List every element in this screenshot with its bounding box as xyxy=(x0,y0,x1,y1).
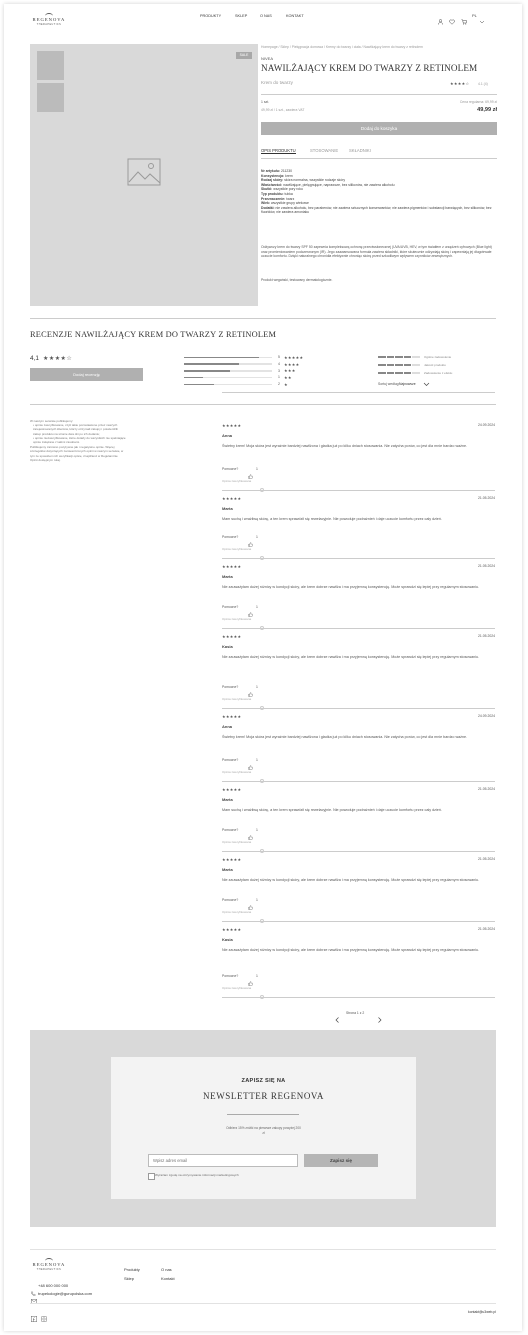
review-item xyxy=(222,423,495,496)
review-author: Marta xyxy=(222,506,233,511)
logo-text: REGENOVA xyxy=(32,17,66,22)
review-divider xyxy=(222,997,495,998)
rating-attribute-segment xyxy=(412,364,420,366)
divider xyxy=(30,1303,496,1304)
sort-label: Sortuj według: xyxy=(378,382,400,386)
spec-label: Wiek: xyxy=(261,201,271,206)
cart-icon[interactable] xyxy=(461,12,467,18)
info-icon[interactable] xyxy=(260,479,264,497)
helpful-label: Pomocne? xyxy=(222,685,239,689)
rating-attribute-segment xyxy=(395,372,403,374)
nav-o-nas[interactable]: O NAS xyxy=(260,14,272,18)
sale-badge: SALE xyxy=(236,52,252,59)
review-stars: ★★★★★ xyxy=(222,564,242,569)
breadcrumb[interactable]: Homepage / Sklep / Pielęgnacja domowa / Kremy do twarzy i ciała / Nawilżający krem do twarzy z retinolem xyxy=(261,45,423,49)
footer-phone[interactable]: +48 600 000 000 xyxy=(38,1283,69,1288)
review-divider xyxy=(222,781,495,782)
spec-label: Dodatki: xyxy=(261,205,275,210)
helpful-label: Pomocne? xyxy=(222,974,239,978)
spec-value: twarz xyxy=(286,196,295,201)
review-stars: ★★★★★ xyxy=(222,634,242,639)
rating-bar-count: 1 xyxy=(278,375,280,380)
review-author: Kasia xyxy=(222,644,233,649)
helpful-count: 1 xyxy=(256,467,258,471)
logo-subtext: THERAPEUTICS xyxy=(36,1268,62,1271)
instagram-icon[interactable] xyxy=(41,1309,47,1327)
chevron-down-icon xyxy=(423,382,430,389)
review-date: 21.05.2024 xyxy=(478,634,495,638)
review-text: Nie zauważyłam dużej różnicy w kondycji skóry, ale krem dobrze nawilża i ma przyjemną konsystencję. Może sprawdzi się lepiej przy regularnym stosowaniu. xyxy=(222,948,480,952)
review-item xyxy=(222,927,495,1003)
product-title: NAWILŻAJĄCY KREM DO TWARZY Z RETINOLEM xyxy=(261,63,478,73)
review-date: 21.05.2024 xyxy=(478,564,495,568)
product-rating-stars: ★★★★☆ xyxy=(450,81,470,86)
spec-value: tubka xyxy=(284,191,293,196)
rating-bar-fill xyxy=(184,363,239,364)
rating-bar-count: 2 xyxy=(278,382,280,387)
footer-link-o-nas[interactable]: O nas xyxy=(161,1267,172,1272)
info-icon[interactable] xyxy=(260,547,264,565)
verified-label: Opinia zweryfikowana xyxy=(222,547,252,551)
unit-price: 49,99 zł / 1 szt., zawiera VAT xyxy=(261,108,305,112)
rating-attribute-segment xyxy=(412,372,420,374)
review-author: Marta xyxy=(222,574,233,579)
spec-label: Nr artykułu: xyxy=(261,169,281,173)
rating-attribute-segment xyxy=(378,356,386,358)
review-text: Nie zauważyłam dużej różnicy w kondycji skóry, ale krem dobrze nawilża i ma przyjemną konsystencję. Może sprawdzi się lepiej przy regularnym stosowaniu. xyxy=(222,878,480,882)
newsletter-note: Odbierz 15% zniżki na pierwsze zakupy powyżej 200 zł xyxy=(226,1126,301,1135)
review-text: Mam suchą i wrażliwą skórę, a ten krem sprawdził się rewelacyjnie. Nie powoduje podrażnień i daje uczucie komfortu przez cały dzień. xyxy=(222,808,442,812)
rating-bar-stars: ★★★★ xyxy=(284,361,300,367)
footer-email[interactable]: trupekologie@gurupolska.com xyxy=(38,1291,93,1296)
product-subtitle: Krem do twarzy xyxy=(261,80,293,85)
verified-label: Opinia zweryfikowana xyxy=(222,770,252,774)
review-item xyxy=(222,857,495,927)
helpful-label: Pomocne? xyxy=(222,535,239,539)
helpful-count: 1 xyxy=(256,758,258,762)
review-divider xyxy=(222,490,495,491)
rating-attribute-segment xyxy=(412,356,420,358)
newsletter-heading-1: ZAPISZ SIĘ NA xyxy=(241,1078,286,1084)
gallery-thumbnail[interactable] xyxy=(37,51,64,80)
rating-attribute-segment xyxy=(387,372,395,374)
product-price: 49,99 zł xyxy=(477,107,497,113)
divider xyxy=(222,392,495,393)
info-icon[interactable] xyxy=(260,840,264,858)
newsletter-submit-button[interactable]: Zapisz się xyxy=(304,1154,378,1167)
rating-attribute-label: Ogólne zadowolenie xyxy=(424,355,452,359)
review-author: Anna xyxy=(222,724,232,729)
helpful-count: 1 xyxy=(256,685,258,689)
reviews-average: 4,1 xyxy=(30,355,39,362)
rating-attribute-label: Zadowolenie z efektu xyxy=(424,371,453,375)
nav-sklep[interactable]: SKLEP xyxy=(235,14,248,18)
tab-stosowanie[interactable]: STOSOWANIE xyxy=(310,148,339,153)
mail-icon xyxy=(31,1291,37,1309)
reviews-heading: RECENZJE NAWILŻAJĄCY KREM DO TWARZY Z RETINOLEM xyxy=(30,330,277,339)
rating-attribute-segment xyxy=(395,364,403,366)
facebook-icon[interactable] xyxy=(31,1309,37,1327)
review-divider xyxy=(222,708,495,709)
add-to-cart-button[interactable]: Dodaj do koszyka xyxy=(261,122,497,135)
spec-label: Właściwości: xyxy=(261,182,283,187)
rating-attribute-segment xyxy=(378,372,386,374)
spec-value: krem xyxy=(285,173,293,178)
info-icon[interactable] xyxy=(260,617,264,635)
spec-value: wszystkie pory roku xyxy=(273,187,303,192)
helpful-count: 1 xyxy=(256,898,258,902)
add-review-button[interactable]: Dodaj recenzję xyxy=(30,368,143,381)
review-text: Świetny krem! Moja skóra jest wyraźnie bardziej nawilżona i gładka już po kilku dniach stosowania. Nie zatycha porów, co jest dla mnie bardzo ważne. xyxy=(222,444,468,448)
rating-attribute-segment xyxy=(404,364,412,366)
disclaimer-outro: Publikujemy zarówno pozytywne jak i negatywne opinie. Więcej szczegółów dotyczących zamieszczonych opinii w naszym serwisie, w tym ze sposobem ich weryfikacji opisie, znajdziesz w Regulaminie Opinii dostępnym tutaj. xyxy=(30,445,124,462)
helpful-label: Pomocne? xyxy=(222,605,239,609)
spec-label: Rodzaj skóry: xyxy=(261,178,284,183)
divider xyxy=(261,94,497,95)
divider xyxy=(227,1114,299,1115)
product-rating-text[interactable]: 4.1 (4) xyxy=(478,82,488,86)
user-icon[interactable] xyxy=(438,12,443,18)
review-stars: ★★★★★ xyxy=(222,714,242,719)
spec-value: nie zawiera alkoholu, bez parabenów, nie zawiera sztucznych konserwantów, nie zawiera pigmentów i substancji barwiących, bez silikonów, bez fluoridów, nie zawiera amoniaku xyxy=(261,205,492,215)
review-stars: ★★★★★ xyxy=(222,927,242,932)
product-brand[interactable]: NIVEA xyxy=(261,56,274,61)
rating-attribute-segment xyxy=(404,372,412,374)
reviews-average-stars: ★★★★☆ xyxy=(43,355,73,362)
review-item xyxy=(222,634,495,714)
product-description: Odżywczy krem do twarzy SPF 50 zapewnia kompleksową ochronę przeciwsłonecznej (UVA/UVB, HEV, w tym światłem z urządzeń cyfrowych (Blue light) oraz promieniowaniem podczerwonym (IR). Jego zaawansowana formuła zawiera składniki, które skutecznie odżywiają skórę i zapewniają jej długotrwałe uczucie komfortu. Dzięki naturalnego chronidła efektywnie chroniąc skórę przed szkodliwym wpływem czynników zewnętrznych. xyxy=(261,245,492,259)
rating-attribute-segment xyxy=(395,356,403,358)
review-text: Świetny krem! Moja skóra jest wyraźnie bardziej nawilżona i gładka już po kilku dniach stosowania. Nie zatycha porów, co jest dla mnie bardzo ważne. xyxy=(222,735,468,739)
review-item xyxy=(222,714,495,787)
helpful-label: Pomocne? xyxy=(222,898,239,902)
review-item xyxy=(222,496,495,564)
disclaimer-intro: W naszym serwisie publikujemy: xyxy=(30,419,74,423)
disclaimer-item: • opinie zweryfikowane, czyli takie pozostawione przez naszych zarejestrowanych klientów, którzy otrzymali zakupy i potwierdzili zakup produktu na stronie dwa dni po ich dodaniu; xyxy=(33,423,118,436)
tab-opis-produktu[interactable]: OPIS PRODUKTU xyxy=(261,148,296,153)
product-description-note: Produkt wegański, testowany dermatologicznie. xyxy=(261,278,333,282)
rating-bar-count: 3 xyxy=(278,368,280,373)
section-divider xyxy=(30,318,496,319)
review-stars: ★★★★★ xyxy=(222,857,242,862)
review-date: 21.05.2024 xyxy=(478,496,495,500)
rating-bar-fill xyxy=(184,370,230,371)
info-icon[interactable] xyxy=(260,770,264,788)
spec-label: Typ produktu: xyxy=(261,191,284,196)
footer-link-produkty[interactable]: Produkty xyxy=(124,1267,140,1272)
tab-skladniki[interactable]: SKŁADNIKI xyxy=(349,148,371,153)
footer-credit[interactable]: kontakt@u3web.pl xyxy=(468,1310,496,1314)
review-stars: ★★★★★ xyxy=(222,496,242,501)
spec-value: wszystkie grupy wiekowe xyxy=(270,201,309,206)
chevron-down-icon[interactable] xyxy=(479,12,485,18)
sort-select[interactable] xyxy=(399,382,451,389)
rating-attribute-segment xyxy=(387,364,395,366)
review-date: 21.05.2024 xyxy=(478,787,495,791)
verified-label: Opinia zweryfikowana xyxy=(222,986,252,990)
spec-value: nawilżające, pielęgnujące, naprawcze, bez silikonów, nie zawiera alkoholu xyxy=(283,182,395,187)
nav-produkty[interactable]: PRODUKTY xyxy=(200,14,222,18)
verified-label: Opinia zweryfikowana xyxy=(222,617,252,621)
newsletter-email-input[interactable] xyxy=(148,1154,298,1167)
verified-label: Opinia zweryfikowana xyxy=(222,840,252,844)
review-divider xyxy=(222,558,495,559)
review-divider xyxy=(222,851,495,852)
rating-bar-stars: ★ xyxy=(284,381,288,387)
review-item xyxy=(222,564,495,634)
image-placeholder-icon xyxy=(127,158,161,186)
verified-label: Opinia zweryfikowana xyxy=(222,910,252,914)
review-stars: ★★★★★ xyxy=(222,787,242,792)
logo-text: REGENOVA xyxy=(32,1262,66,1267)
regular-price: Cena regularna: 69,99 zł xyxy=(459,100,497,104)
spec-value: 211230 xyxy=(280,169,293,173)
chevron-left-icon[interactable] xyxy=(335,1010,340,1028)
section-divider xyxy=(30,404,496,405)
disclaimer-item: • opinie niezweryfikowane, które dotarły do wszystkich nie spełniające opinie związane z takimi zasobami. xyxy=(33,435,126,444)
info-icon[interactable] xyxy=(260,986,264,1004)
helpful-count: 1 xyxy=(256,828,258,832)
helpful-count: 1 xyxy=(256,974,258,978)
review-date: 24.09.2024 xyxy=(478,423,495,427)
helpful-label: Pomocne? xyxy=(222,758,239,762)
rating-bar-count: 5 xyxy=(278,355,280,359)
pagination xyxy=(335,1010,385,1017)
newsletter-heading-2: NEWSLETTER REGENOVA xyxy=(203,1091,324,1101)
review-author: Anna xyxy=(222,433,232,438)
verified-label: Opinia zweryfikowana xyxy=(222,479,252,483)
rating-bar-fill xyxy=(184,377,203,378)
rating-bar-fill xyxy=(184,384,214,385)
rating-bar-stars: ★★ xyxy=(284,375,292,381)
rating-bar-stars: ★★★ xyxy=(284,368,296,374)
product-size: 1 szt. xyxy=(261,100,270,104)
helpful-count: 1 xyxy=(256,605,258,609)
spec-value: skóra normalna, wszystkie rodzaje skóry xyxy=(284,178,346,183)
rating-bar-fill xyxy=(184,357,259,358)
footer-link-kontakt[interactable]: Kontakt xyxy=(161,1276,175,1281)
rating-bar-stars: ★★★★★ xyxy=(284,354,304,360)
helpful-label: Pomocne? xyxy=(222,828,239,832)
review-divider xyxy=(222,628,495,629)
rating-attribute-label: Jakość produktu xyxy=(424,363,446,367)
rating-attribute-segment xyxy=(378,364,386,366)
review-text: Mam suchą i wrażliwą skórę, a ten krem sprawdził się rewelacyjnie. Nie powoduje podrażnień i daje uczucie komfortu przez cały dzień. xyxy=(222,517,442,521)
review-author: Marta xyxy=(222,797,233,802)
sort-value: Najnowsze xyxy=(399,382,416,386)
review-date: 21.05.2024 xyxy=(478,927,495,931)
review-stars: ★★★★★ xyxy=(222,423,242,428)
spec-label: Przeznaczenie: xyxy=(261,196,286,201)
chevron-right-icon[interactable] xyxy=(377,1010,382,1028)
review-item xyxy=(222,787,495,857)
divider xyxy=(261,158,497,159)
consent-checkbox[interactable] xyxy=(148,1173,155,1180)
header-icons xyxy=(438,12,498,20)
rating-bar-count: 4 xyxy=(278,361,280,366)
review-text: Nie zauważyłam dużej różnicy w kondycji skóry, ale krem dobrze nawilża i ma przyjemną konsystencję. Może sprawdzi się lepiej przy regularnym stosowaniu. xyxy=(222,585,480,589)
info-icon[interactable] xyxy=(260,697,264,715)
reviews-disclaimer xyxy=(30,419,126,462)
gallery-thumbnail[interactable] xyxy=(37,83,64,112)
review-date: 21.05.2024 xyxy=(478,857,495,861)
spec-label: Konsystencja: xyxy=(261,173,285,178)
spec-label: Skutki: xyxy=(261,187,273,192)
review-divider xyxy=(222,921,495,922)
review-author: Marta xyxy=(222,867,233,872)
helpful-label: Pomocne? xyxy=(222,467,239,471)
rating-attribute-segment xyxy=(387,356,395,358)
review-author: Kasia xyxy=(222,937,233,942)
review-text: Nie zauważyłam dużej różnicy w kondycji skóry, ale krem dobrze nawilża i ma przyjemną konsystencję. Może sprawdzi się lepiej przy regularnym stosowaniu. xyxy=(222,655,480,659)
consent-label[interactable]: Wyrażam zgodę na otrzymywanie informacji marketingowych xyxy=(155,1173,239,1177)
footer-link-sklep[interactable]: Sklep xyxy=(124,1276,135,1281)
rating-attribute-segment xyxy=(404,356,412,358)
review-date: 24.09.2024 xyxy=(478,714,495,718)
product-specs xyxy=(261,169,497,215)
divider xyxy=(30,1249,496,1250)
page xyxy=(4,4,522,1331)
logo-subtext: THERAPEUTICS xyxy=(36,23,62,26)
spec-row xyxy=(261,206,497,215)
helpful-count: 1 xyxy=(256,535,258,539)
product-gallery xyxy=(30,44,258,306)
info-icon[interactable] xyxy=(260,910,264,928)
heart-icon[interactable] xyxy=(449,12,455,18)
verified-label: Opinia zweryfikowana xyxy=(222,697,252,701)
pagination-text: Strona 1 z 2 xyxy=(346,1011,365,1015)
nav-kontakt[interactable]: KONTAKT xyxy=(286,14,304,18)
language-selector[interactable]: PL xyxy=(472,12,477,18)
